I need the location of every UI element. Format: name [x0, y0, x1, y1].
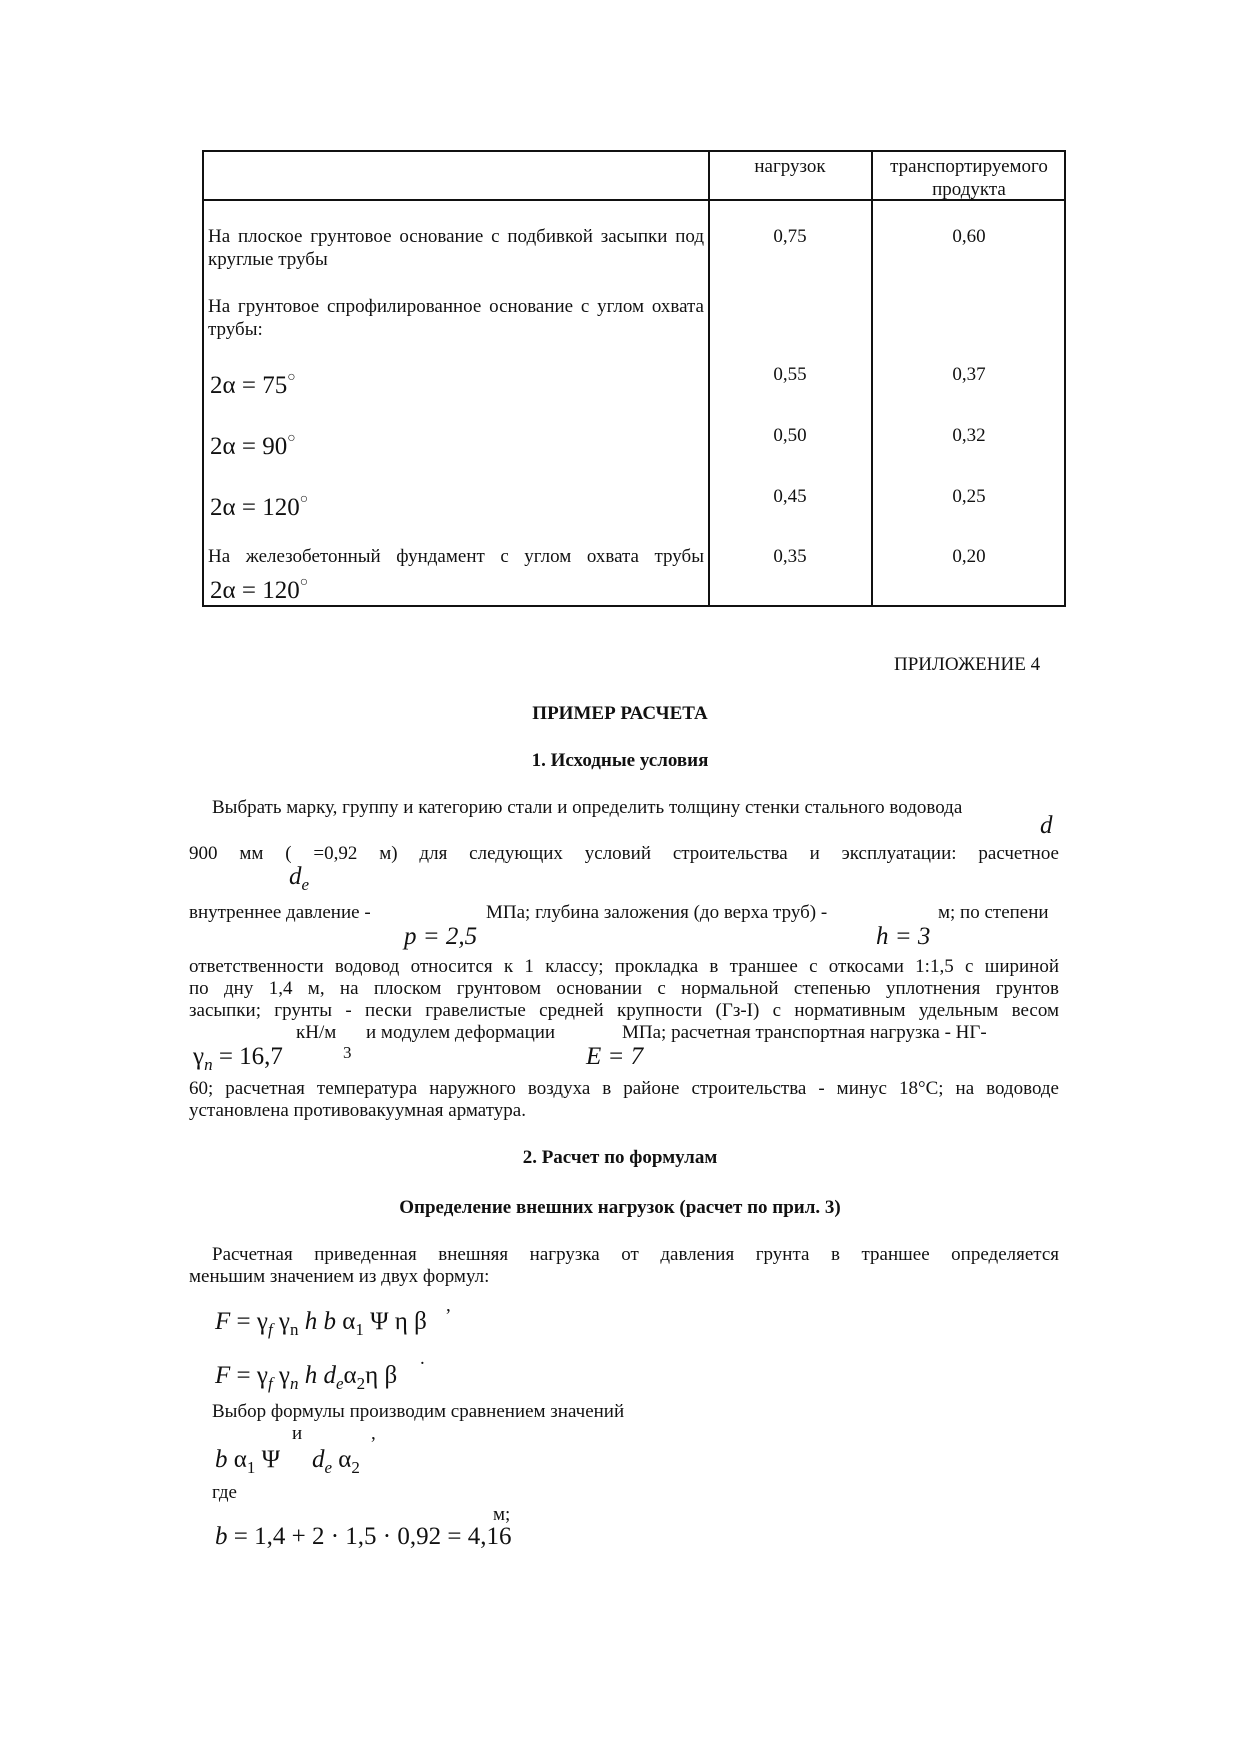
table-cell: 0,35 [773, 546, 807, 567]
table-row-formula: 2α = 75○ [210, 370, 296, 399]
table-row-label: На плоское грунтовое основание с подбивкой засыпки под круглые трубы [208, 226, 704, 270]
formula-de: $d_e$ [289, 863, 310, 894]
formula-punct: . [420, 1348, 425, 1369]
paragraph-line: где [212, 1482, 237, 1503]
section-heading: 2. Расчет по формулам [522, 1147, 718, 1168]
unit-label: м; [493, 1504, 511, 1525]
paragraph-line: Выбор формулы производим сравнением значений [212, 1401, 625, 1422]
comma: , [371, 1423, 376, 1444]
formula-punct: , [446, 1295, 451, 1316]
paragraph-line: 900 мм ( =0,92 м) для следующих условий строительства и эксплуатации: расчетное [189, 843, 1059, 864]
table-row-formula: 2α = 90○ [210, 431, 296, 460]
formula-E: E = 7 [586, 1043, 644, 1070]
section-heading: 1. Исходные условия [531, 750, 709, 771]
paragraph-line: м; по степени [938, 902, 1049, 923]
paragraph-line: 60; расчетная температура наружного воздуха в районе строительства - минус 18°С; на водоводе [189, 1078, 1059, 1099]
formula-F1: $F = \gamma_f$ $\gamma_n$ h b $\alpha_1$ Ψ η β [215, 1308, 427, 1339]
paragraph-line: и модулем деформации [366, 1022, 556, 1043]
paragraph-line: кН/м [296, 1022, 337, 1043]
table-cell: 0,25 [952, 486, 986, 507]
table-row-label: На железобетонный фундамент с углом охвата трубы [208, 546, 704, 567]
formula-gamma: $\gamma_n = 16,7$ [193, 1043, 283, 1074]
paragraph-line: МПа; глубина заложения (до верха труб) - [486, 902, 828, 923]
expr-de-alpha2: $d_e$ $\alpha_2$ [312, 1446, 360, 1477]
subsection-heading: Определение внешних нагрузок (расчет по прил. 3) [399, 1197, 841, 1218]
table-cell: 0,20 [952, 546, 986, 567]
appendix-label: ПРИЛОЖЕНИЕ 4 [894, 654, 1041, 675]
formula-p: p = 2,5 [404, 923, 478, 950]
paragraph-line: по дну 1,4 м, на плоском грунтовом основании с нормальной степенью уплотнения грунтов [189, 978, 1059, 999]
table-cell: 0,50 [773, 425, 807, 446]
paragraph-line: установлена противовакуумная арматура. [189, 1100, 526, 1121]
conjunction: и [292, 1423, 303, 1444]
formula-h: h = 3 [876, 923, 931, 950]
table-row-formula: 2α = 120○ [210, 492, 309, 521]
formula-b: b = 1,4 + 2 · 1,5 · 0,92 = 4,16 [215, 1523, 512, 1550]
paragraph-line: Выбрать марку, группу и категорию стали и определить толщину стенки стального водовода [212, 797, 963, 818]
table-cell: 0,37 [952, 364, 986, 385]
paragraph-line: засыпки; грунты - пески гравелистые средней крупности (Гз-I) с нормативным удельным весом [189, 1000, 1059, 1021]
unit-superscript: 3 [343, 1043, 352, 1062]
page-title: ПРИМЕР РАСЧЕТА [532, 703, 708, 724]
table-cell: 0,32 [952, 425, 986, 446]
expr-b-alpha-psi: b $\alpha_1$ Ψ [215, 1446, 281, 1477]
paragraph-line: внутреннее давление - [189, 902, 371, 923]
table-cell: 0,60 [952, 226, 986, 247]
paragraph-line: ответственности водовод относится к 1 классу; прокладка в траншее с откосами 1:1,5 с шириной [189, 956, 1059, 977]
table-header-col3: транспортируемого продукта [890, 156, 1048, 200]
table-cell: 0,75 [773, 226, 807, 247]
formula-F2: $F = \gamma_f$ $\gamma_n$ h $d_e\alpha_2\eta$ β [215, 1362, 398, 1393]
paragraph-line: Расчетная приведенная внешняя нагрузка от давления грунта в траншее определяется [212, 1244, 1059, 1265]
paragraph-line: меньшим значением из двух формул: [189, 1266, 490, 1287]
table-row-formula: 2α = 120○ [210, 575, 309, 604]
table-cell: 0,45 [773, 486, 807, 507]
paragraph-line: МПа; расчетная транспортная нагрузка - НГ- [622, 1022, 987, 1043]
formula-d: d [1040, 812, 1053, 839]
table-cell: 0,55 [773, 364, 807, 385]
table-header-col2: нагрузок [754, 156, 826, 177]
table-row-label: На грунтовое спрофилированное основание с углом охвата трубы: [208, 296, 704, 340]
